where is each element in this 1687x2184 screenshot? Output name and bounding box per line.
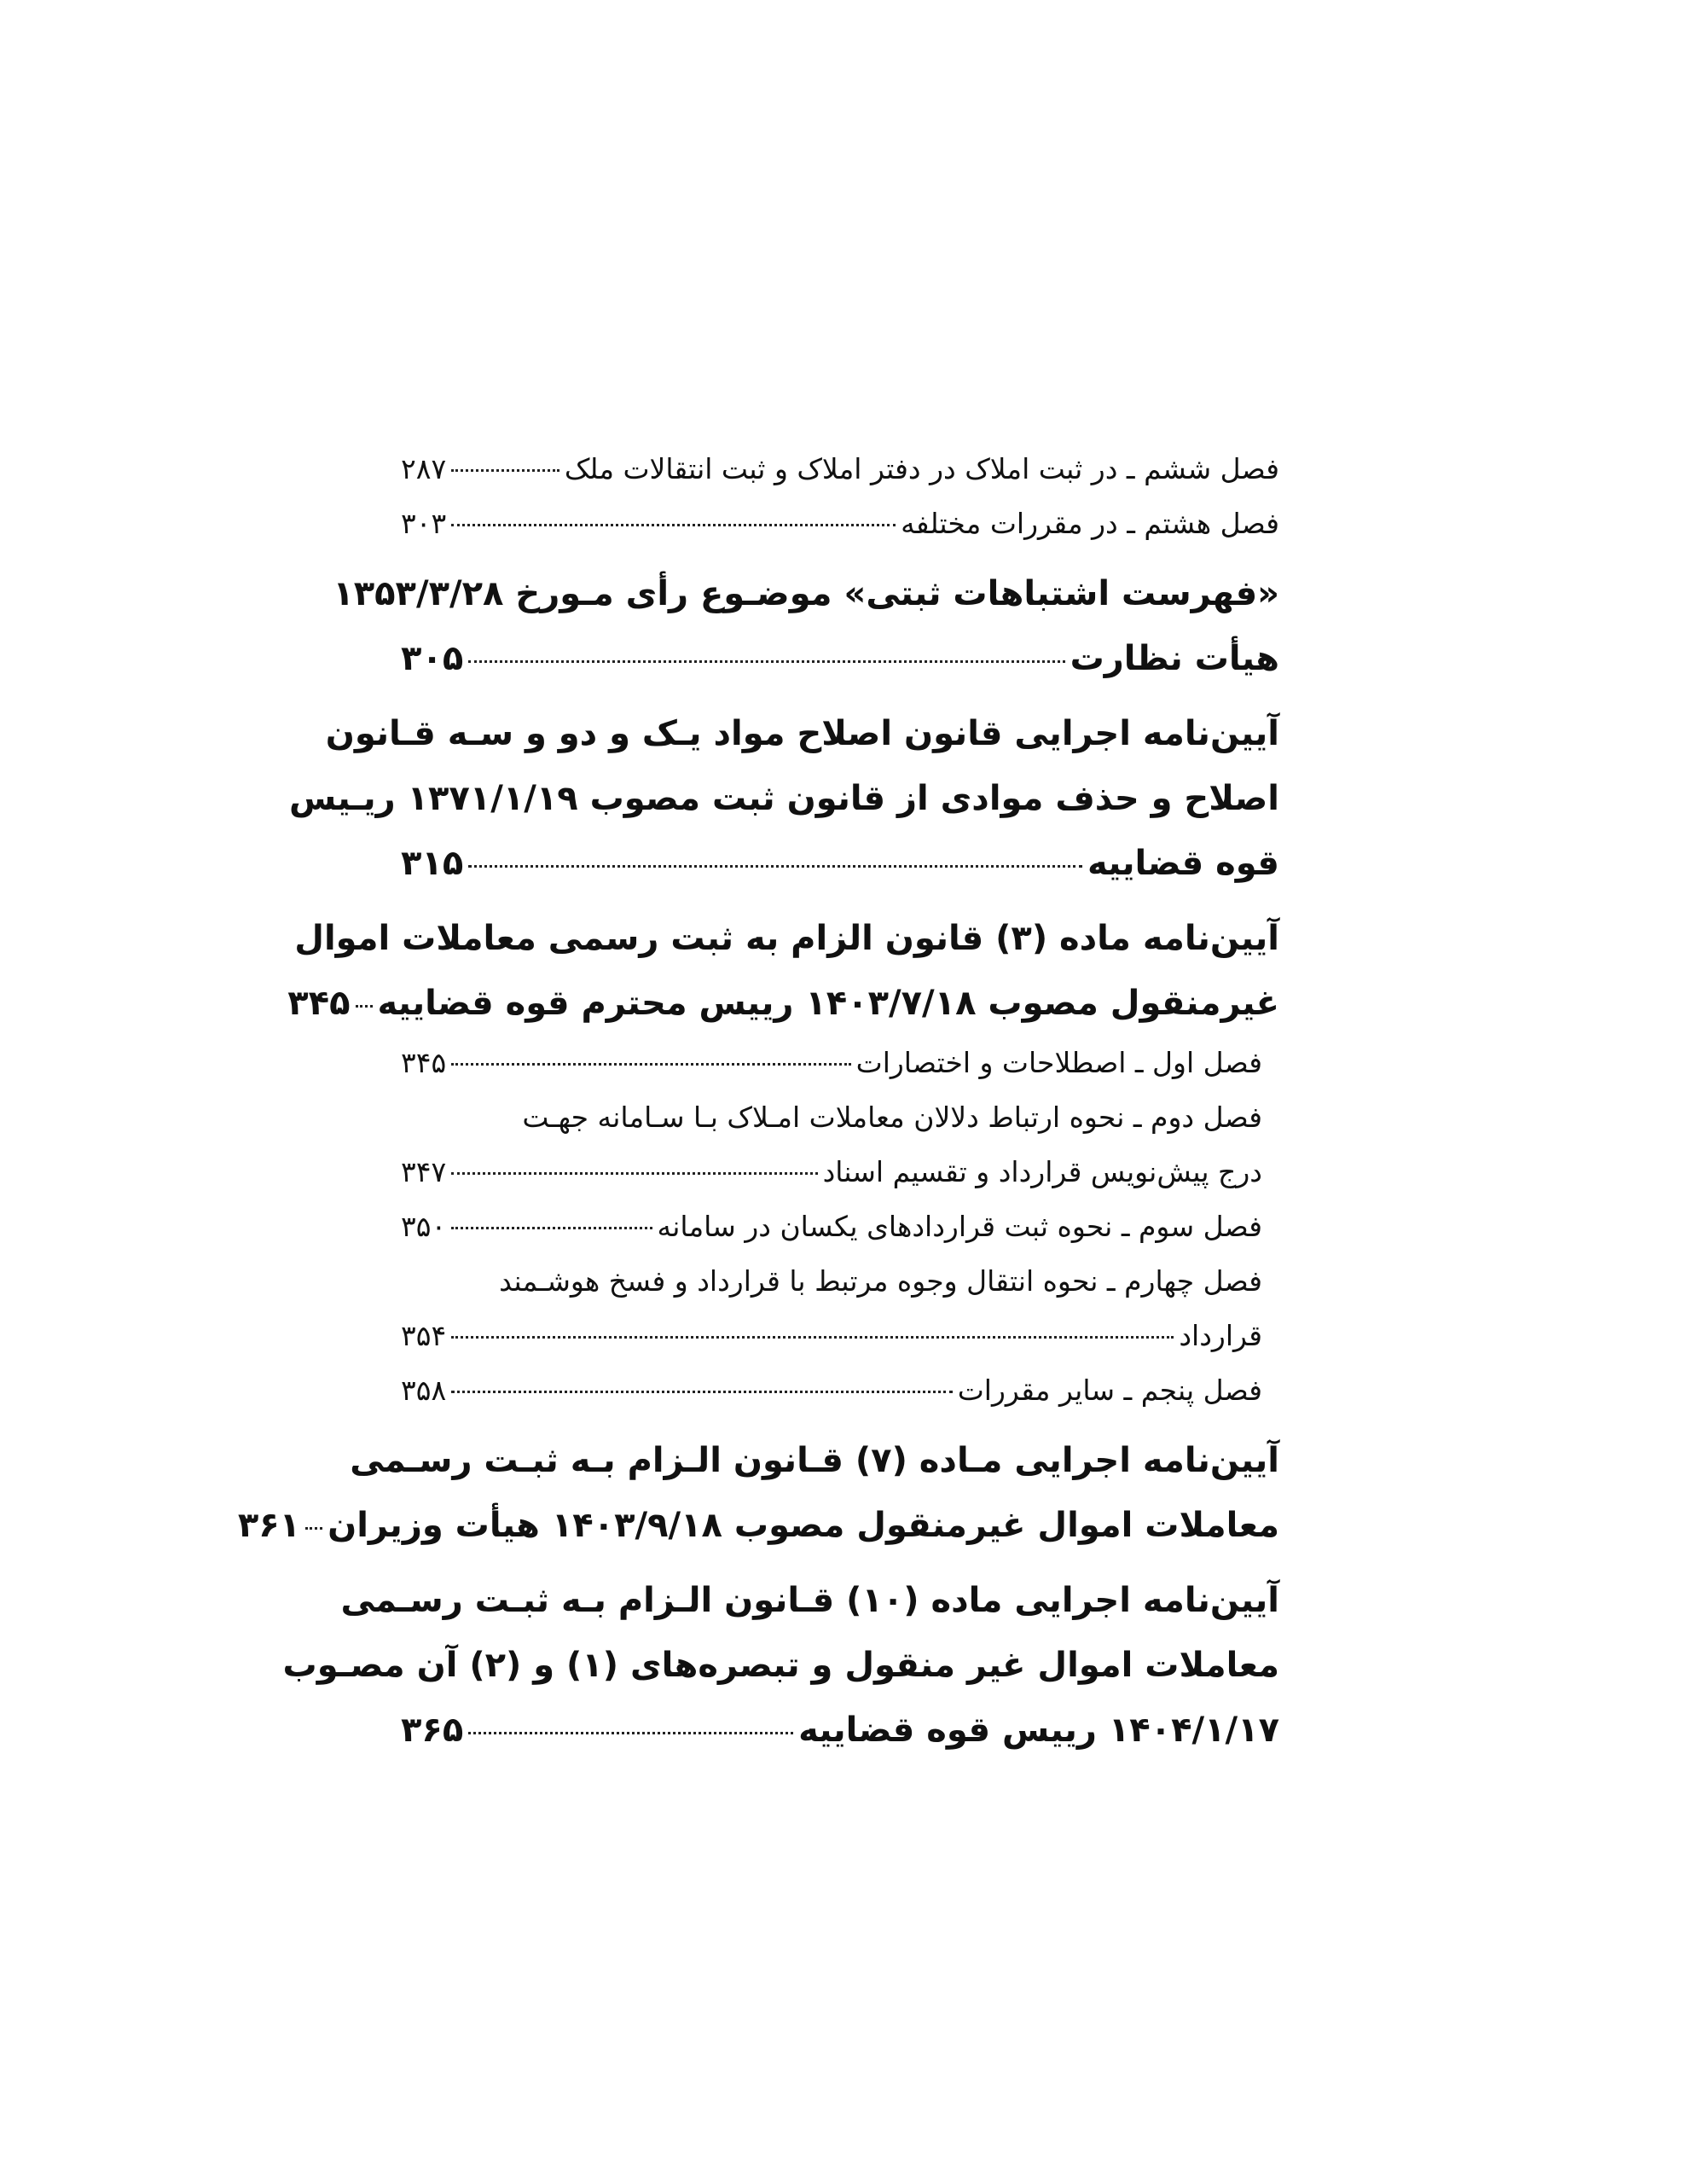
entry-title: «فهرست اشتباهات ثبتی» موضـوع رأی مـورخ ۱۳۵۳/۳/۲۸: [333, 574, 1279, 613]
toc-entry: [401, 1036, 1279, 1090]
entry-title: ۱۴۰۴/۱/۱۷ رییس قوه قضاییه: [798, 1711, 1279, 1750]
entry-title: فصل سوم ـ نحوه ثبت قراردادهای یکسان در سامانه: [657, 1210, 1262, 1243]
entry-title: درج پیش‌نویس قرارداد و تقسیم اسناد: [822, 1155, 1262, 1188]
entry-title: فصل چهارم ـ نحوه انتقال وجوه مرتبط با قرارداد و فسخ هوشـمند: [499, 1264, 1262, 1298]
entry-title: معاملات اموال غیر منقول و تبصره‌های (۱) و (۲) آن مصـوب: [282, 1646, 1279, 1685]
dot-leader: [451, 1391, 953, 1393]
toc-entry: [340, 1568, 1279, 1633]
entry-title: فصل دوم ـ نحوه ارتباط دلالان معاملات امـلاک بـا سـامانه جهـت: [522, 1101, 1262, 1134]
toc-entry: [401, 497, 1279, 551]
entry-title: غیرمنقول مصوب ۱۴۰۳/۷/۱۸ رییس محترم قوه قضاییه: [377, 984, 1279, 1023]
entry-page-number: ۳۶۵: [401, 1711, 464, 1750]
toc-entry: [325, 701, 1279, 766]
dot-leader: [468, 1732, 793, 1734]
entry-title: قوه قضاییه: [1087, 844, 1279, 883]
toc-entry: [401, 1199, 1279, 1254]
toc-entry: [401, 442, 1279, 497]
dot-leader: [305, 1527, 322, 1530]
entry-title: فصل ششم ـ در ثبت املاک در دفتر املاک و ثبت انتقالات ملک: [564, 452, 1279, 485]
toc-entry: [333, 561, 1279, 626]
entry-title: اصلاح و حذف موادی از قانون ثبت مصوب ۱۳۷۱/۱/۱۹ ریـیس: [289, 779, 1279, 818]
dot-leader: [451, 1063, 850, 1066]
toc-entry: [401, 626, 1279, 691]
entry-title: آیین‌نامه اجرایی ماده (۱۰) قـانون الـزام بـه ثبـت رسـمی: [340, 1581, 1279, 1620]
entry-page-number: ۳۱۵: [401, 844, 464, 883]
toc-entry: [401, 1698, 1279, 1763]
entry-page-number: ۳۴۵: [401, 1046, 447, 1079]
toc-entry: [401, 1254, 1279, 1309]
toc-entry: [401, 1145, 1279, 1199]
dot-leader: [451, 469, 559, 472]
entry-page-number: ۳۵۰: [401, 1210, 447, 1243]
toc-entry: [401, 1309, 1279, 1363]
entry-page-number: ۳۵۸: [401, 1374, 447, 1407]
toc-entry: [282, 1633, 1279, 1698]
entry-title: آیین‌نامه اجرایی مـاده (۷) قـانون الـزام بـه ثبـت رسـمی: [350, 1441, 1279, 1480]
dot-leader: [356, 1005, 373, 1008]
toc-entry: [401, 1363, 1279, 1418]
dot-leader: [451, 524, 896, 526]
toc-entry: [237, 1493, 1279, 1558]
entry-title: قرارداد: [1179, 1319, 1262, 1352]
entry-page-number: ۳۴۷: [401, 1155, 447, 1188]
toc-entry: [294, 906, 1279, 971]
dot-leader: [468, 865, 1082, 868]
entry-title: فصل هشتم ـ در مقررات مختلفه: [901, 507, 1279, 540]
toc-entry: [287, 971, 1279, 1036]
entry-title: فصل پنجم ـ سایر مقررات: [957, 1374, 1262, 1407]
toc-entry: [401, 831, 1279, 896]
table-of-contents: [237, 442, 1279, 1763]
entry-page-number: ۳۰۳: [401, 507, 447, 540]
toc-entry: [289, 766, 1279, 831]
entry-title: آیین‌نامه ماده (۳) قانون الزام به ثبت رسمی معاملات اموال: [294, 919, 1279, 958]
entry-page-number: ۳۰۵: [401, 639, 464, 678]
dot-leader: [451, 1172, 817, 1175]
dot-leader: [451, 1227, 652, 1229]
entry-page-number: ۳۴۵: [287, 984, 351, 1023]
toc-entry: [350, 1428, 1279, 1493]
entry-page-number: ۲۸۷: [401, 452, 447, 485]
dot-leader: [468, 660, 1064, 663]
entry-title: فصل اول ـ اصطلاحات و اختصارات: [855, 1046, 1262, 1079]
entry-title: هیأت نظارت: [1070, 639, 1279, 678]
toc-entry: [401, 1090, 1279, 1145]
entry-title: آیین‌نامه اجرایی قانون اصلاح مواد یـک و دو و سـه قـانون: [325, 714, 1279, 753]
entry-title: معاملات اموال غیرمنقول مصوب ۱۴۰۳/۹/۱۸ هیأت وزیران: [328, 1506, 1279, 1545]
entry-page-number: ۳۶۱: [237, 1506, 301, 1545]
entry-page-number: ۳۵۴: [401, 1319, 447, 1352]
dot-leader: [451, 1336, 1174, 1339]
